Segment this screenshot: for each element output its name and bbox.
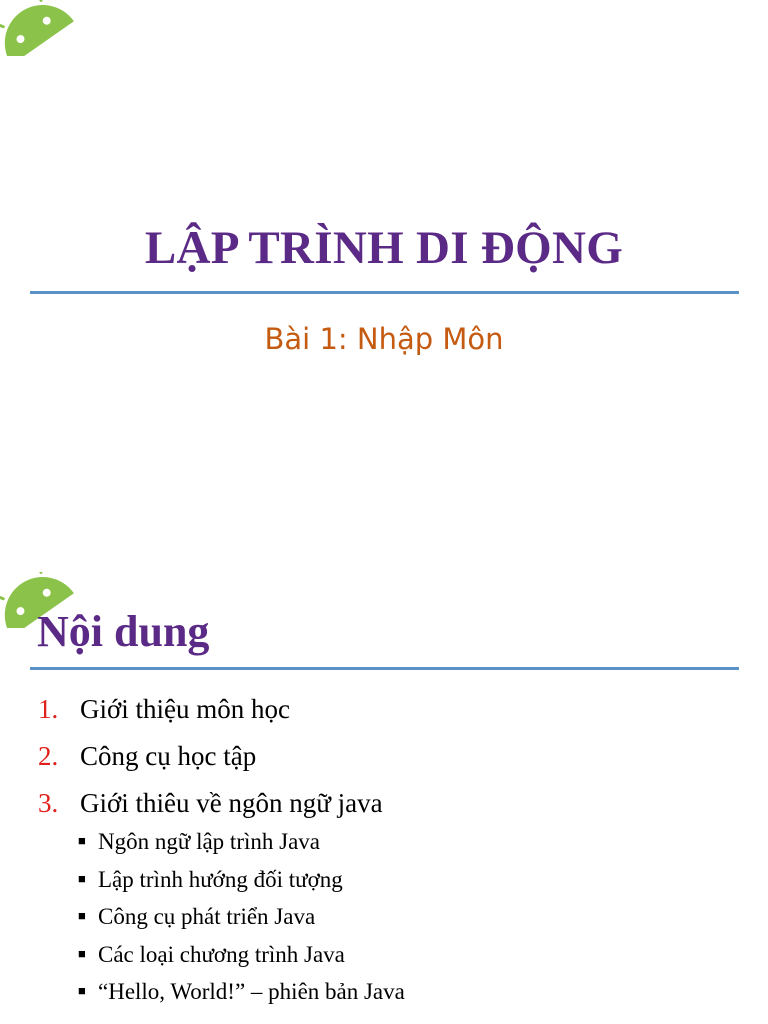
sub-list-item [78, 979, 738, 1017]
sub-item-text: “Hello, World!” – phiên bản Java [98, 979, 405, 1004]
sub-item-text: Lập trình hướng đối tượng [98, 866, 343, 892]
square-bullet-icon: ■ [78, 908, 86, 923]
square-bullet-icon: ■ [78, 870, 86, 886]
item-text: Giới thiệu môn học [80, 694, 291, 724]
list-item [38, 694, 738, 741]
item-number: 1. [38, 694, 59, 724]
sub-list-item [78, 829, 738, 867]
sub-item-text: Công cụ phát triển Java [98, 904, 316, 929]
contents-list [38, 694, 738, 1017]
contents-heading: Nội dung [37, 607, 210, 656]
sub-item-text: Các loại chương trình Java [98, 941, 345, 967]
sub-list [78, 829, 738, 1017]
android-icon [0, 0, 110, 56]
item-number: 3. [38, 788, 59, 818]
square-bullet-icon: ■ [78, 983, 86, 998]
sub-item-text: Ngôn ngữ lập trình Java [98, 829, 320, 854]
title-divider [30, 291, 739, 294]
item-text: Công cụ học tập [80, 741, 257, 771]
sub-list-item [78, 942, 738, 980]
list-item [38, 788, 738, 835]
item-number: 2. [38, 741, 59, 771]
slide-title: LẬP TRÌNH DI ĐỘNG [144, 222, 624, 274]
list-item [38, 741, 738, 788]
square-bullet-icon: ■ [78, 945, 86, 961]
square-bullet-icon: ■ [78, 833, 86, 848]
item-text: Giới thiêu về ngôn ngữ java [80, 788, 383, 818]
sub-list-item [78, 904, 738, 942]
slide-subtitle: Bài 1: Nhập Môn [264, 322, 504, 356]
sub-list-item [78, 867, 738, 905]
contents-slide [0, 512, 768, 1024]
heading-divider [30, 667, 739, 670]
